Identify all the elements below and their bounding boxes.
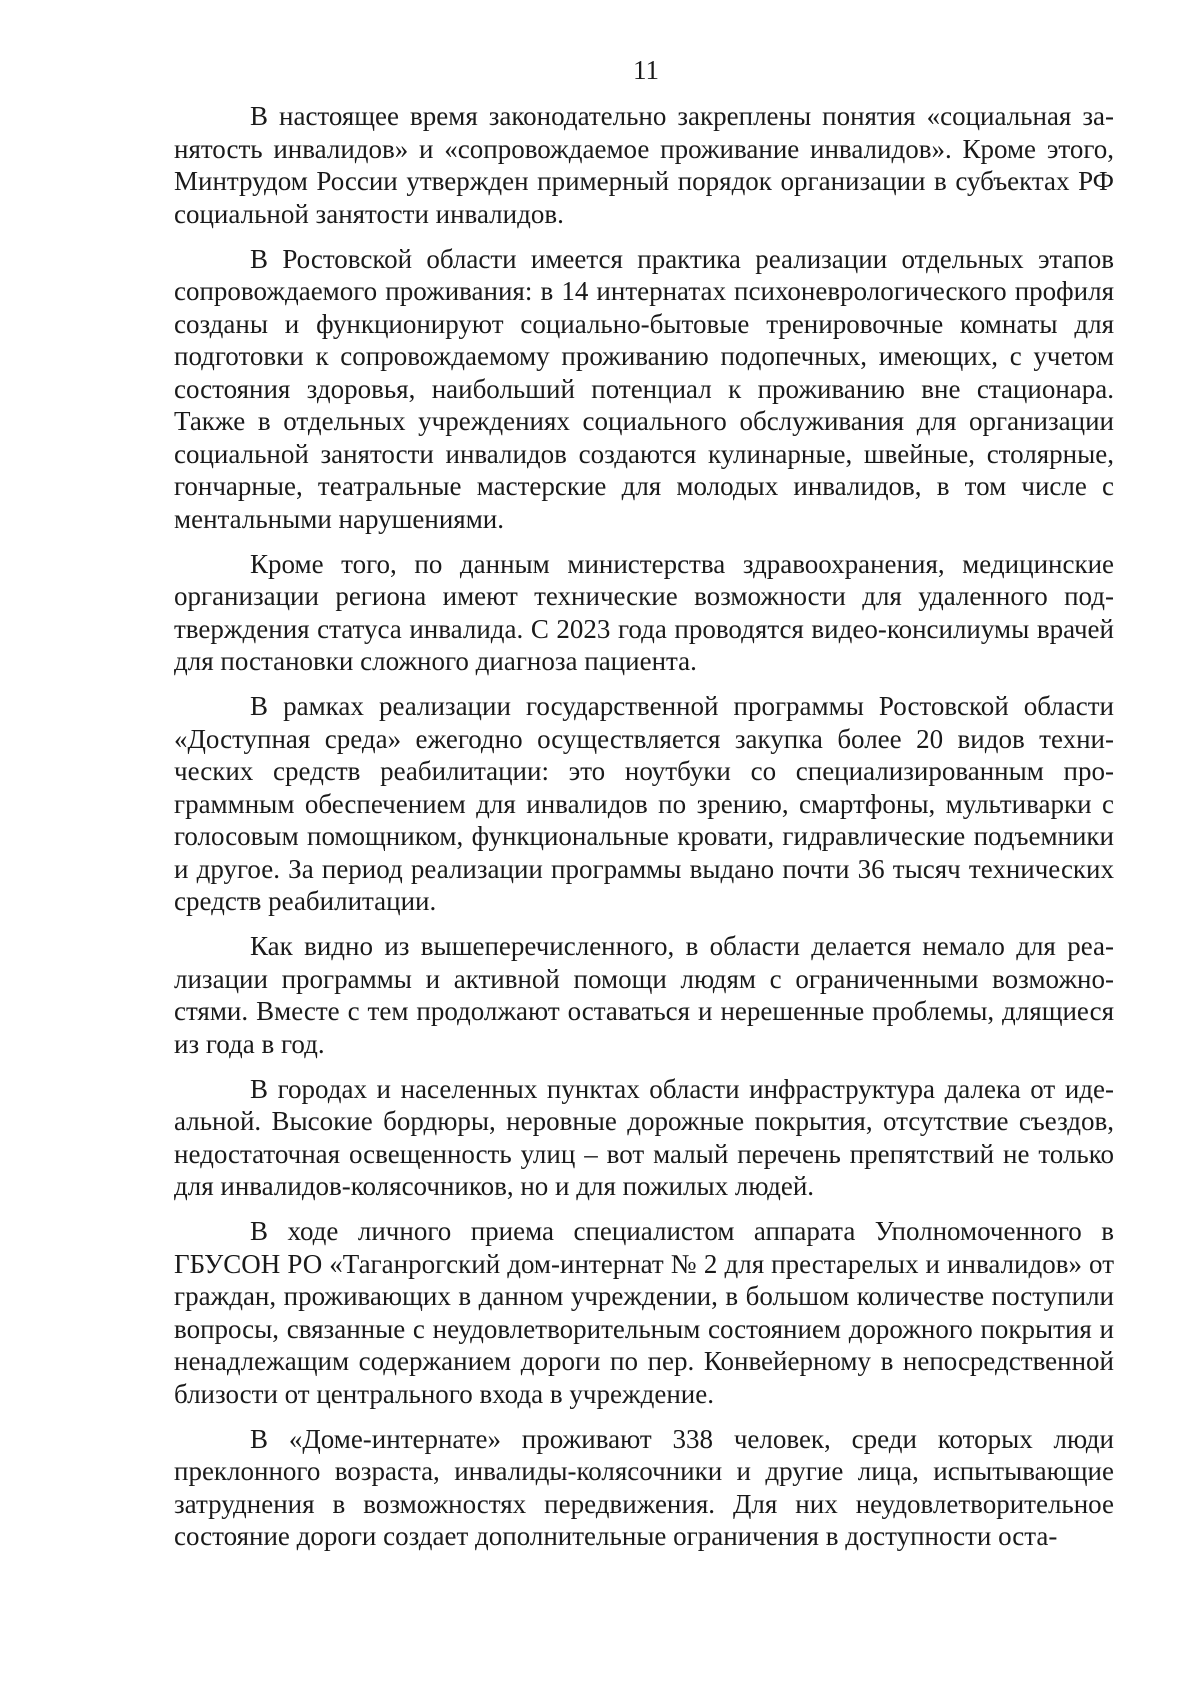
paragraph-infrastructure: В городах и населенных пунктах области инфраструктура далека от идеальной. Высокие бордюры, неровные дорожные покрытия, отсутствие съездов, недостаточная освещенность улиц – вот малый перечень препятствий не только для инвалидов-колясочников, но и для пожилых людей. bbox=[174, 1073, 1114, 1201]
paragraph-unresolved-problems: Как видно из вышеперечисленного, в области делается немало для реализации программы и активной помощи людям с ограниченными возможностями. Вместе с тем продолжают оставаться и нерешенные проблемы, длящиеся из года в год. bbox=[174, 931, 1114, 1059]
paragraph-rostov-practice: В Ростовской области имеется практика реализации отдельных этапов сопровождаемого проживания: в 14 интернатах психоневрологического профиля созданы и функционируют социально-бытовые тренировочные комнаты для подготовки к сопровождаемому проживанию подопечных, имеющих, с учетом состояния здоровья, наибольший потенциал к проживанию вне стационара. Также в отдельных учреждениях социального обслуживания для организации социальной занятости инвалидов создаются кулинарные, швейные, столярные, гончарные, театральные мастерские для молодых инвалидов, в том числе с ментальными нарушениями. bbox=[174, 243, 1114, 534]
paragraph-healthcare: Кроме того, по данным министерства здравоохранения, медицинские организации региона имеют технические возможности для удаленного подтверждения статуса инвалида. С 2023 года проводятся видео-консилиумы врачей для постановки сложного диагноза пациента. bbox=[174, 548, 1114, 676]
body-text bbox=[174, 100, 1114, 1553]
paragraph-residents: В «Доме-интернате» проживают 338 человек, среди которых люди преклонного возраста, инвалиды-колясочники и другие лица, испытывающие затруднения в возможностях передвижения. Для них неудовлетворительное состояние дороги создает дополнительные ограничения в доступности оста- bbox=[174, 1423, 1114, 1551]
paragraph-legislation: В настоящее время законодательно закреплены понятия «социальная занятость инвалидов» и «сопровождаемое проживание инвалидов». Кроме этого, Минтрудом России утвержден примерный порядок организации в субъектах РФ социальной занятости инвалидов. bbox=[174, 101, 1114, 229]
paragraph-accessible-environment: В рамках реализации государственной программы Ростовской области «Доступная среда» ежегодно осуществляется закупка более 20 видов технических средств реабилитации: это ноутбуки со специализированным программным обеспечением для инвалидов по зрению, смартфоны, мультиварки с голосовым помощником, функциональные кровати, гидравлические подъемники и другое. За период реализации программы выдано почти 36 тысяч технических средств реабилитации. bbox=[174, 691, 1114, 916]
paragraph-personal-reception: В ходе личного приема специалистом аппарата Уполномоченного в ГБУСОН РО «Таганрогский дом-интернат № 2 для престарелых и инвалидов» от граждан, проживающих в данном учреждении, в большом количестве поступили вопросы, связанные с неудовлетворительным состоянием дорожного покрытия и ненадлежащим содержанием дороги по пер. Конвейерному в непосредственной близости от центрального входа в учреждение. bbox=[174, 1216, 1114, 1409]
page-number: 11 bbox=[633, 55, 659, 85]
